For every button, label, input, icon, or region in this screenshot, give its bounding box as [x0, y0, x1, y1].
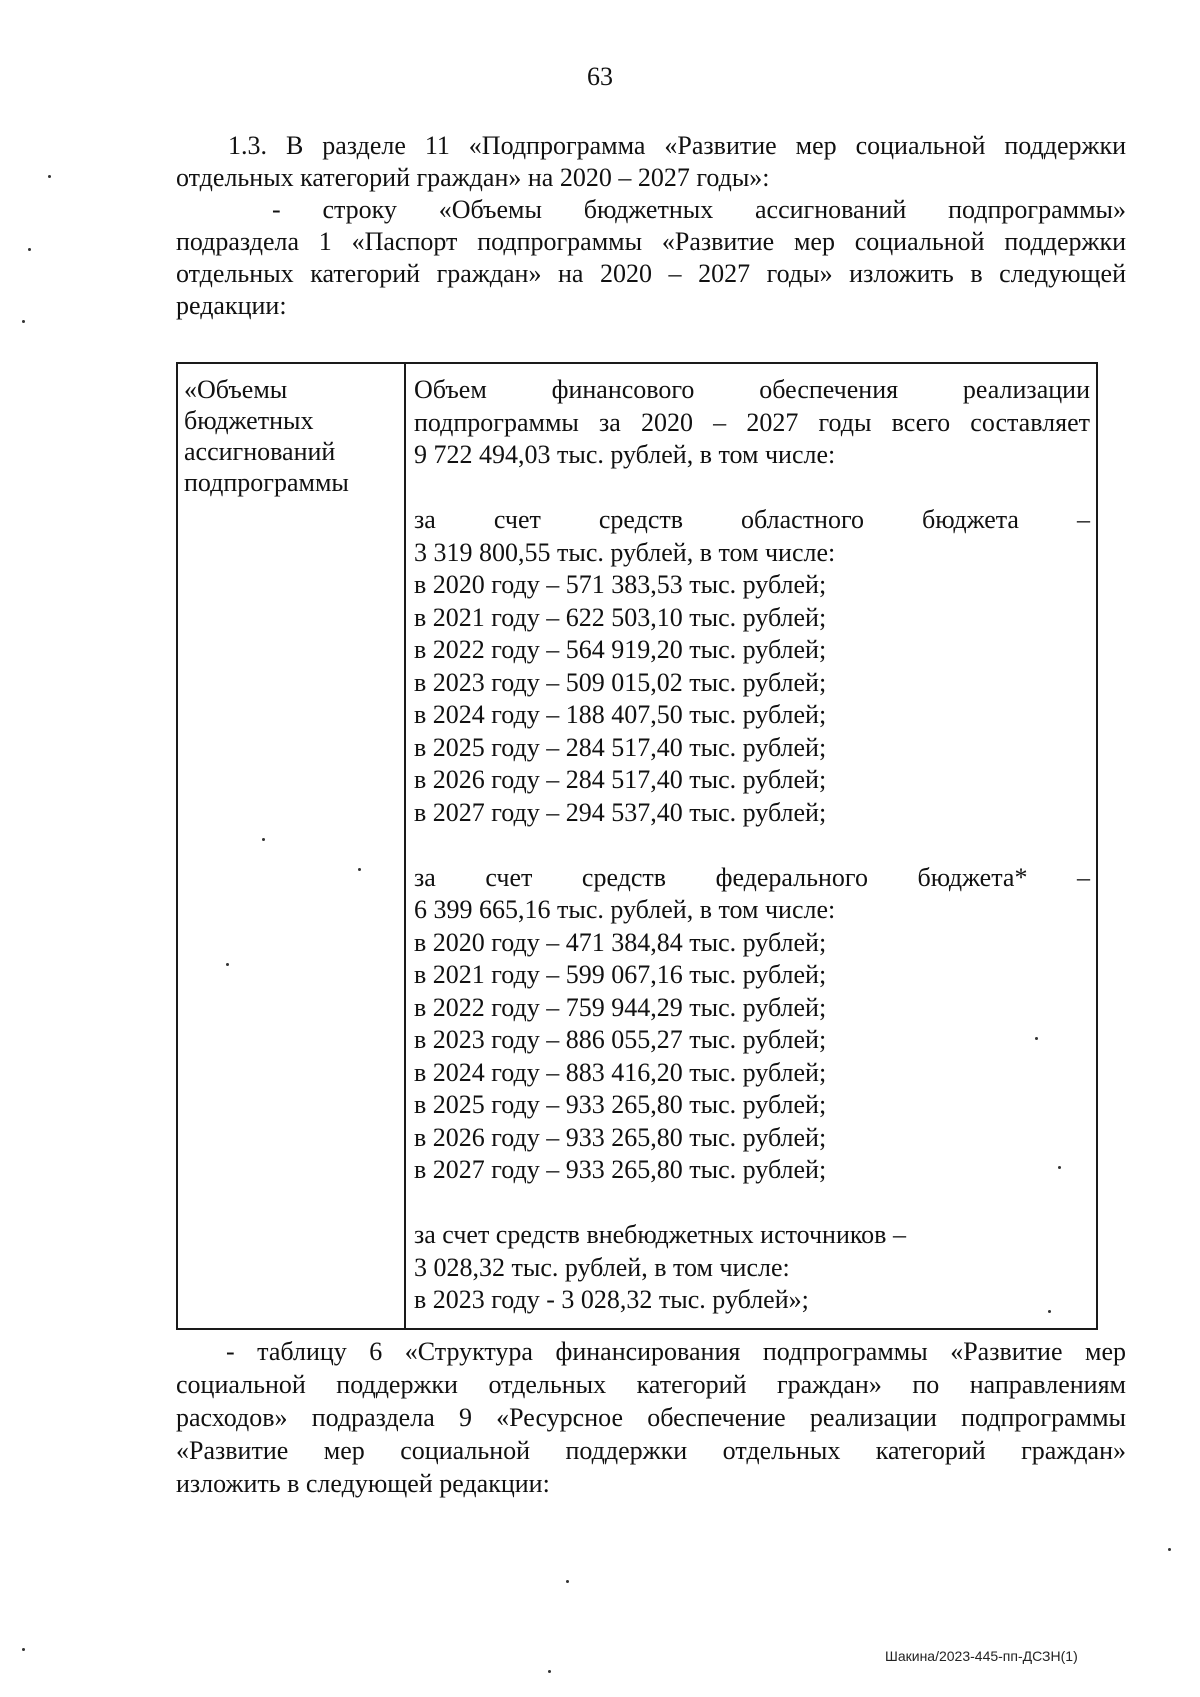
row-label-line: подпрограммы: [184, 468, 349, 497]
scan-speck: [28, 248, 31, 251]
regional-year-line: в 2027 году – 294 537,40 тыс. рублей;: [414, 797, 827, 827]
federal-year-line: в 2025 году – 933 265,80 тыс. рублей;: [414, 1090, 827, 1119]
total-funding-line: подпрограммы за 2020 – 2027 годы всего составляет: [414, 407, 1090, 437]
regional-year-line: в 2026 году – 284 517,40 тыс. рублей;: [414, 765, 827, 794]
following-text-line: - таблицу 6 «Структура финансирования подпрограммы «Развитие мер: [226, 1337, 1126, 1366]
intro-paragraph-2-line-2: подраздела 1 «Паспорт подпрограммы «Развитие мер социальной поддержки: [176, 227, 1126, 256]
intro-text: [176, 130, 1126, 322]
regional-year-line: в 2022 году – 564 919,20 тыс. рублей;: [414, 635, 827, 664]
intro-paragraph-2-line-1: - строку «Объемы бюджетных ассигнований подпрограммы»: [272, 195, 1126, 224]
extrabudget-total: 3 028,32 тыс. рублей, в том числе:: [414, 1252, 790, 1282]
scan-speck: [566, 1580, 569, 1583]
extrabudget-year-line: в 2023 году - 3 028,32 тыс. рублей»;: [414, 1285, 809, 1314]
intro-paragraph-2-line-4: редакции:: [176, 291, 287, 320]
page-number: 63: [587, 62, 613, 91]
following-text-line: расходов» подраздела 9 «Ресурсное обеспечение реализации подпрограммы: [176, 1403, 1126, 1432]
row-label-line: бюджетных: [184, 406, 314, 435]
scan-speck: [226, 963, 229, 966]
row-label-line: ассигнований: [184, 437, 336, 466]
federal-year-line: в 2027 году – 933 265,80 тыс. рублей;: [414, 1155, 827, 1184]
passport-table: [176, 362, 1098, 1330]
following-text-line: «Развитие мер социальной поддержки отдельных категорий граждан»: [176, 1436, 1126, 1465]
scan-speck: [548, 1670, 551, 1673]
regional-budget-total: 3 319 800,55 тыс. рублей, в том числе:: [414, 537, 836, 567]
federal-budget-heading: за счет средств федерального бюджета* –: [414, 862, 1090, 892]
scan-speck: [358, 868, 361, 871]
row-label-line: «Объемы: [184, 375, 288, 404]
federal-year-line: в 2021 году – 599 067,16 тыс. рублей;: [414, 960, 827, 989]
passport-row-content: [414, 374, 1090, 1317]
intro-paragraph-1-line-2: отдельных категорий граждан» на 2020 – 2027 годы»:: [176, 163, 770, 192]
regional-year-line: в 2023 году – 509 015,02 тыс. рублей;: [414, 667, 827, 697]
total-funding-line: 9 722 494,03 тыс. рублей, в том числе:: [414, 440, 836, 469]
passport-row-label: [184, 374, 394, 498]
total-funding-line: Объем финансового обеспечения реализации: [414, 375, 1090, 404]
following-text-line: социальной поддержки отдельных категорий граждан» по направлениям: [176, 1370, 1126, 1399]
regional-year-line: в 2025 году – 284 517,40 тыс. рублей;: [414, 732, 827, 762]
federal-year-line: в 2026 году – 933 265,80 тыс. рублей;: [414, 1122, 827, 1152]
following-text-line: изложить в следующей редакции:: [176, 1469, 550, 1498]
intro-paragraph-1-line-1: 1.3. В разделе 11 «Подпрограмма «Развитие мер социальной поддержки: [228, 131, 1126, 160]
scan-speck: [1048, 1310, 1051, 1313]
scan-speck: [22, 320, 25, 323]
following-text: [176, 1335, 1126, 1500]
federal-year-line: в 2023 году – 886 055,27 тыс. рублей;: [414, 1025, 827, 1054]
federal-year-line: в 2020 году – 471 384,84 тыс. рублей;: [414, 927, 827, 957]
scan-speck: [48, 175, 51, 178]
extrabudget-heading: за счет средств внебюджетных источников –: [414, 1220, 906, 1249]
table-column-divider: [404, 364, 406, 1328]
regional-year-line: в 2021 году – 622 503,10 тыс. рублей;: [414, 602, 827, 632]
regional-year-line: в 2024 году – 188 407,50 тыс. рублей;: [414, 700, 827, 729]
document-reference-code: Шакина/2023-445-пп-ДСЗН(1): [885, 1648, 1078, 1664]
federal-year-line: в 2022 году – 759 944,29 тыс. рублей;: [414, 992, 827, 1022]
scan-speck: [1058, 1166, 1061, 1169]
regional-year-line: в 2020 году – 571 383,53 тыс. рублей;: [414, 570, 827, 599]
federal-year-line: в 2024 году – 883 416,20 тыс. рублей;: [414, 1057, 827, 1087]
scan-speck: [22, 1648, 25, 1651]
scan-speck: [262, 838, 265, 841]
scan-speck: [1035, 1037, 1038, 1040]
regional-budget-heading: за счет средств областного бюджета –: [414, 505, 1090, 534]
federal-budget-total: 6 399 665,16 тыс. рублей, в том числе:: [414, 895, 836, 924]
intro-paragraph-2-line-3: отдельных категорий граждан» на 2020 – 2027 годы» изложить в следующей: [176, 259, 1126, 288]
scan-speck: [1168, 1548, 1171, 1551]
